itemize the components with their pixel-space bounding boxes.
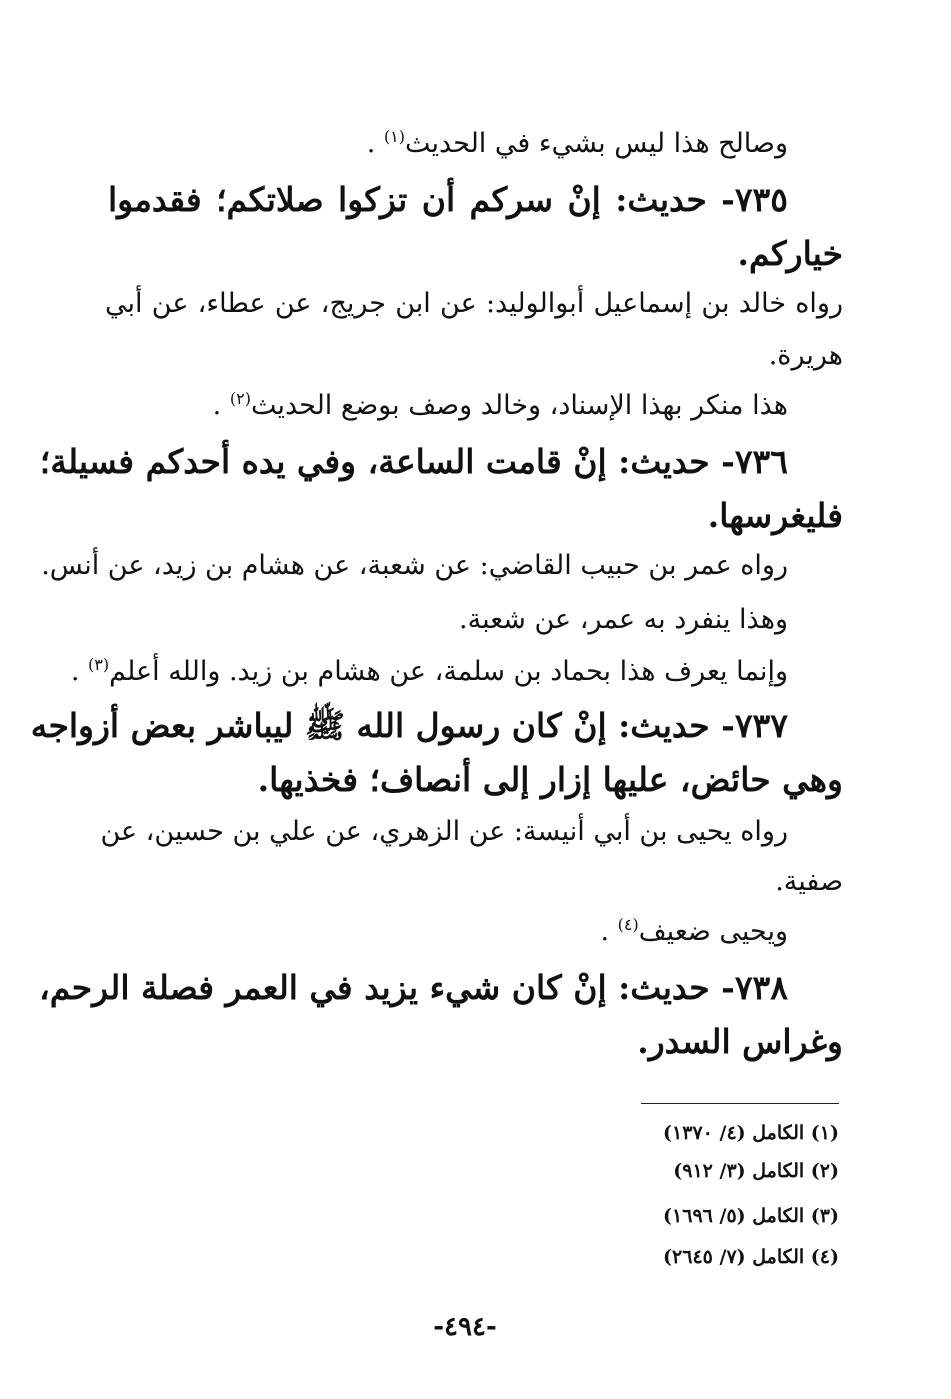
text-segment: رواه خالد بن إسماعيل أبوالوليد: عن ابن جريج، عن عطاء، عن أبي [105, 288, 844, 319]
text-segment: هذا منكر بهذا الإسناد، وخالد وصف بوضع الحديث [250, 390, 788, 421]
text-segment: وصالح هذا ليس بشيء في الحديث [404, 128, 788, 159]
text-line [543, 866, 843, 897]
text-segment: وهذا ينفرد به عمر، عن شعبة. [459, 604, 788, 635]
text-segment: ويحيى ضعيف [638, 916, 788, 947]
text-line [100, 816, 788, 847]
hadith-heading [30, 706, 788, 754]
hadith-heading [39, 968, 788, 1007]
text-segment: . [70, 656, 89, 687]
text-line [105, 288, 843, 319]
text-segment: . [212, 390, 230, 421]
text-segment: وإنما يعرف هذا بحماد بن سلمة، عن هشام بن زيد. والله أعلم [109, 656, 788, 687]
hadith-heading [103, 760, 843, 799]
heading-segment: ٧٣٨- حديث: إنْ كان شيء يزيد في العمر فصلة الرحم، [39, 968, 788, 1007]
text-segment: هريرة. [768, 340, 843, 371]
heading-segment: ٧٣٥- حديث: إنْ سركم أن تزكوا صلاتكم؛ فقدموا [108, 180, 788, 219]
footnote-item: (١) الكامل (٤/ ١٣٧٠) [663, 1122, 839, 1144]
text-line [88, 390, 788, 421]
text-line [543, 340, 843, 371]
text-segment: صفية. [775, 866, 843, 897]
footnote-marker: (٢) [229, 389, 251, 408]
heading-segment: ٧٣٧- حديث: إنْ كان رسول الله ﷺ ليباشر بعض أزواجه [30, 706, 788, 745]
text-line [70, 655, 788, 687]
heading-segment: وهي حائض، عليها إزار إلى أنصاف؛ فخذيها. [257, 760, 843, 799]
hadith-heading [343, 1022, 843, 1061]
footnote-marker: (٤) [617, 915, 639, 934]
text-line [188, 604, 788, 635]
footnote-item: (٤) الكامل (٧/ ٢٦٤٥) [663, 1246, 839, 1268]
footnote-item: (٣) الكامل (٥/ ١٦٩٦) [663, 1205, 839, 1227]
hadith-heading [108, 180, 788, 219]
hadith-heading [39, 442, 788, 481]
hadith-heading [543, 496, 843, 535]
text-line [88, 128, 788, 159]
footnote-marker: (٣) [88, 655, 110, 674]
hadith-heading [543, 234, 843, 273]
text-line [188, 916, 788, 947]
text-segment: . [366, 128, 384, 159]
text-line [41, 550, 788, 581]
heading-segment: خياركم. [737, 234, 843, 273]
footnote-separator [641, 1103, 839, 1104]
footnote-item: (٢) الكامل (٣/ ٩١٢) [673, 1160, 839, 1182]
footnote-marker: (١) [383, 127, 405, 146]
heading-segment: وغراس السدر. [637, 1022, 843, 1061]
heading-segment: فليغرسها. [707, 496, 843, 535]
heading-segment: ٧٣٦- حديث: إنْ قامت الساعة، وفي يده أحدكم فسيلة؛ [39, 442, 788, 481]
page-number: -٤٩٤- [433, 1312, 497, 1342]
text-segment: رواه يحيى بن أبي أنيسة: عن الزهري، عن علي بن حسين، عن [100, 816, 788, 847]
text-segment: رواه عمر بن حبيب القاضي: عن شعبة، عن هشام بن زيد، عن أنس. [41, 550, 788, 581]
text-segment: . [600, 916, 618, 947]
